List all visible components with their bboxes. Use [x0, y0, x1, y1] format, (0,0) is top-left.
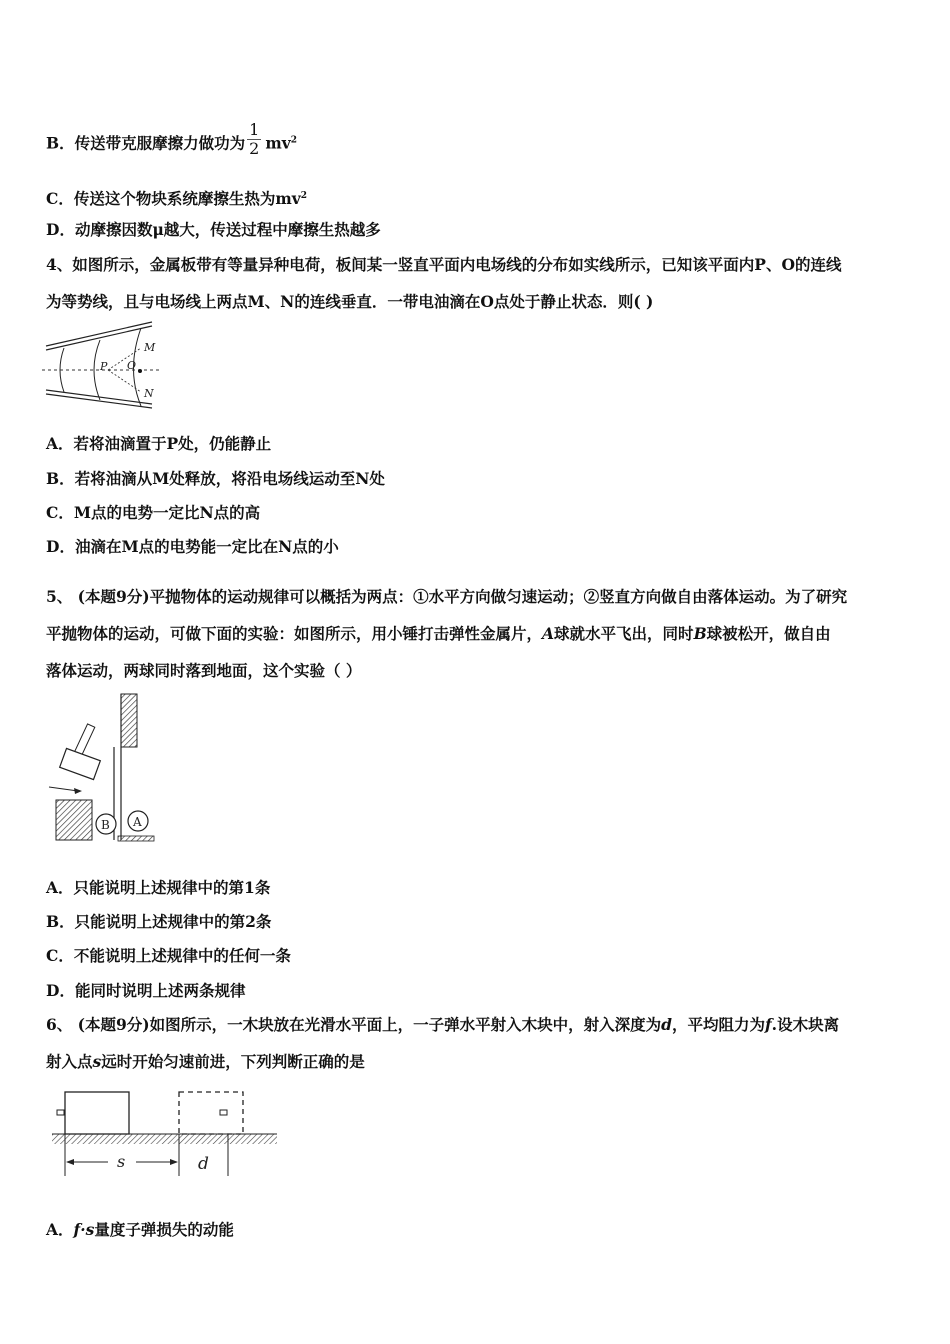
- label-ball-b: B: [101, 818, 110, 832]
- option-label: C．: [46, 189, 74, 209]
- q5-stem-line2: [46, 624, 831, 644]
- option-text: 油滴在M点的电势能一定比在N点的小: [74, 537, 339, 556]
- ground-strip: [118, 836, 154, 841]
- option-label: A．: [46, 878, 74, 897]
- dashed-pm: [108, 348, 141, 370]
- q4-stem-line1: 4、如图所示，金属板带有等量异种电荷，板间某一竖直平面内电场线的分布如实线所示，已知该平面内P、O的连线: [46, 255, 842, 274]
- option-text: 只能说明上述规律中的第1条: [73, 878, 271, 897]
- motion-arrow: [49, 787, 78, 791]
- option-text-after: mv: [265, 133, 291, 153]
- fraction-numerator: 1: [249, 120, 260, 139]
- option-b-prev: [46, 120, 297, 163]
- option-label: B．: [46, 912, 75, 931]
- q6-var-s: s: [92, 1052, 102, 1071]
- q6-block-figure: [50, 1086, 282, 1180]
- label-s: s: [117, 1152, 126, 1171]
- q5-apparatus-figure: [44, 690, 159, 850]
- wood-block-final: [179, 1092, 243, 1134]
- label-d: d: [198, 1154, 209, 1174]
- label-o: O: [127, 359, 137, 372]
- point-o-dot: [138, 369, 142, 373]
- option-text: 传送带克服摩擦力做功为: [74, 133, 246, 153]
- bullet-initial: [57, 1110, 64, 1115]
- q5-stem-line1: 5、 (本题9分)平抛物体的运动规律可以概括为两点：①水平方向做匀速运动；②竖直方向做自由落体运动。为了研究: [46, 587, 848, 606]
- q5-text-a: 平抛物体的运动，可做下面的实验：如图所示，用小锤打击弹性金属片，: [46, 624, 543, 643]
- s-arrowhead-left: [66, 1159, 74, 1165]
- label-m: M: [144, 341, 156, 354]
- superscript: 2: [290, 135, 297, 146]
- q4-option-d: [46, 537, 339, 557]
- q5-option-a: [46, 878, 270, 898]
- hammer-head: [60, 748, 101, 779]
- base-block: [56, 800, 92, 840]
- option-text: 若将油滴置于P处，仍能静止: [73, 434, 272, 453]
- q4-option-a: [46, 434, 271, 454]
- q6-text-d: 射入点: [46, 1052, 93, 1071]
- label-ball-a: A: [133, 815, 142, 829]
- option-label: C．: [46, 503, 74, 522]
- wood-block-initial: [65, 1092, 129, 1134]
- q6-text-c: .设木块离: [771, 1015, 840, 1034]
- option-label: B．: [46, 133, 75, 153]
- q5-text-c: 球被松开，做自由: [706, 624, 831, 643]
- q4-stem-line2: 为等势线，且与电场线上两点M、N的连线垂直．一带电油滴在O点处于静止状态．则( ): [46, 292, 654, 311]
- q4-field-figure: [42, 318, 167, 413]
- option-text: 不能说明上述规律中的任何一条: [73, 946, 291, 965]
- bullet-final: [220, 1110, 227, 1115]
- superscript: 2: [300, 191, 308, 201]
- option-text: M点的电势一定比N点的高: [73, 503, 261, 522]
- option-text: 若将油滴从M处释放，将沿电场线运动至N处: [74, 469, 385, 488]
- q6-stem-line2: [46, 1052, 365, 1072]
- q6-text-e: 远时开始匀速前进，下列判断正确的是: [101, 1052, 365, 1071]
- fraction: [247, 121, 261, 158]
- fraction-denominator: 2: [249, 139, 260, 158]
- q5-ball-a: A: [542, 624, 555, 643]
- q5-stem-line3: 落体运动，两球同时落到地面，这个实验（ ）: [46, 661, 362, 680]
- option-text: 量度子弹损失的动能: [94, 1220, 234, 1239]
- q5-option-c: [46, 946, 291, 966]
- option-label: A．: [46, 1220, 74, 1239]
- label-n: N: [144, 387, 154, 400]
- option-label: C．: [46, 946, 74, 965]
- top-clamp-block: [121, 694, 137, 747]
- q4-option-c: [46, 503, 260, 523]
- option-var: f·s: [73, 1220, 95, 1239]
- motion-arrow-head: [74, 788, 82, 794]
- q6-text-b: ，平均阻力为: [671, 1015, 765, 1034]
- q4-option-b: [46, 469, 385, 489]
- label-p: P: [100, 360, 108, 373]
- q5-option-d: [46, 981, 245, 1001]
- q5-text-b: 球就水平飞出，同时: [554, 624, 694, 643]
- option-text: 只能说明上述规律中的第2条: [74, 912, 272, 931]
- q5-ball-b: B: [693, 624, 707, 643]
- q5-option-b: [46, 912, 271, 932]
- option-d-prev: [46, 220, 381, 240]
- q6-var-f: f: [765, 1015, 772, 1034]
- dashed-pn: [108, 370, 141, 392]
- q6-stem-line1: [46, 1015, 839, 1035]
- option-c-prev: [46, 186, 307, 209]
- q6-option-a: [46, 1220, 234, 1240]
- option-label: D．: [46, 981, 75, 1000]
- option-label: D．: [46, 220, 75, 239]
- s-arrowhead-right: [170, 1159, 178, 1165]
- option-label: A．: [46, 434, 74, 453]
- option-label: B．: [46, 469, 75, 488]
- option-label: D．: [46, 537, 75, 556]
- q6-text-a: 6、 (本题9分)如图所示，一木块放在光滑水平面上，一子弹水平射入木块中，射入深度为: [46, 1015, 662, 1034]
- q6-var-d: d: [661, 1015, 672, 1034]
- option-text: 动摩擦因数μ越大，传送过程中摩擦生热越多: [74, 220, 381, 239]
- option-text: 能同时说明上述两条规律: [74, 981, 246, 1000]
- option-text: 传送这个物块系统摩擦生热为mv: [73, 189, 301, 209]
- ground-surface: [52, 1134, 277, 1144]
